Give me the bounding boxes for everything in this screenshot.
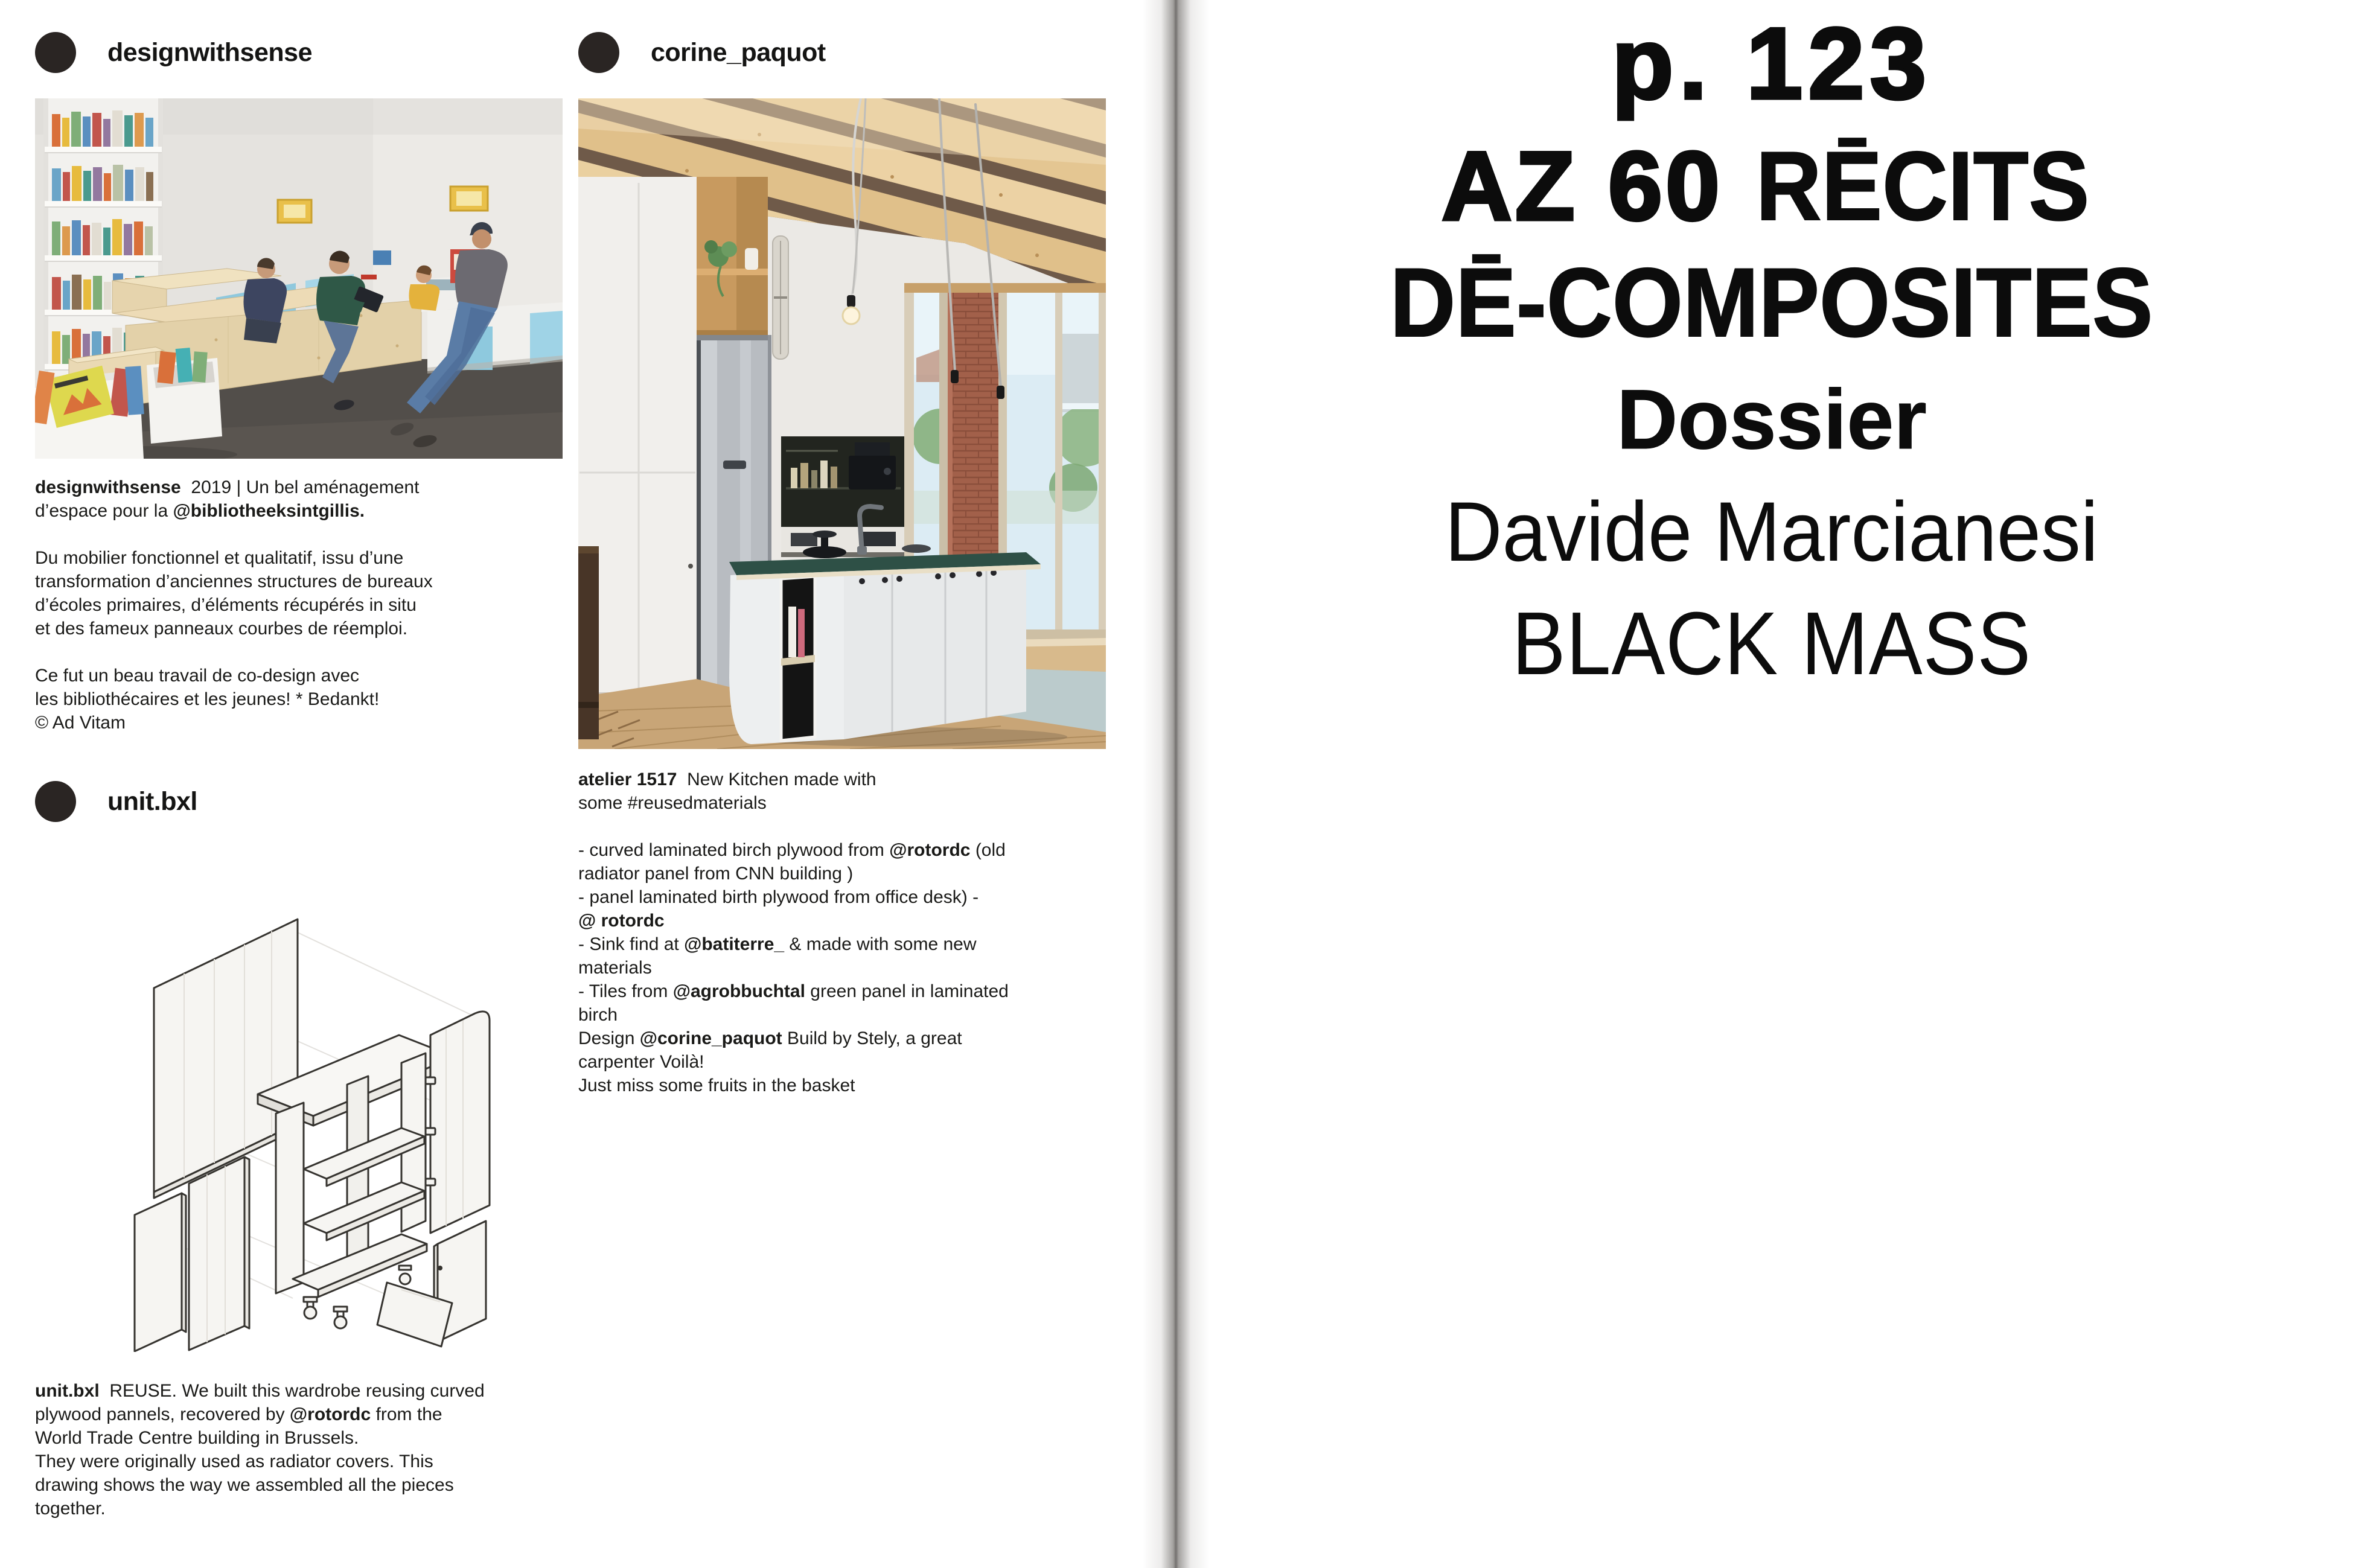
caption-line: together. [35, 1499, 106, 1519]
caption-line: They were originally used as radiator covers. This [35, 1452, 433, 1471]
post-header [35, 32, 563, 73]
caption-line [578, 815, 1106, 838]
sideboard [578, 546, 599, 739]
title-line-page-number [1204, 7, 2339, 144]
drawing-wrap [63, 860, 563, 1352]
title-line-black-mass [1204, 594, 2339, 715]
photo-kitchen [578, 98, 1106, 749]
title-line-dossier [1204, 372, 2339, 489]
caption-line: - Sink find at @batiterre_ & made with some new [578, 934, 977, 954]
caption-line: designwithsense 2019 | Un bel aménagement [35, 477, 420, 497]
caption-line: Design @corine_paquot Build by Stely, a great [578, 1028, 962, 1048]
title-dossier: Dossier [1617, 372, 1927, 467]
post-header [35, 781, 563, 822]
caption-line: radiator panel from CNN building ) [578, 864, 854, 884]
title-line-decomposites [1204, 248, 2339, 377]
post-corine-paquot [578, 32, 1106, 1097]
caption-line: plywood pannels, recovered by @rotordc from the [35, 1404, 442, 1424]
drawing-wardrobe-exploded [63, 860, 534, 1352]
caption-line: unit.bxl REUSE. We built this wardrobe reusing curved [35, 1381, 485, 1401]
post-unit-bxl [35, 781, 563, 1520]
caption-line: - panel laminated birth plywood from office desk) - [578, 887, 979, 907]
caption-line: Ce fut un beau travail de co-design avec [35, 666, 359, 686]
post-username: corine_paquot [651, 37, 826, 67]
caption-designwithsense [35, 476, 563, 735]
caption-line: @ rotordc [578, 911, 665, 931]
caption-line: © Ad Vitam [35, 713, 126, 733]
caption-line [35, 640, 563, 664]
wood-niche [697, 177, 768, 335]
photo-library [35, 98, 563, 459]
backsplash [781, 436, 904, 527]
caption-line: atelier 1517 New Kitchen made with [578, 770, 876, 789]
caption-line: carpenter Voilà! [578, 1052, 704, 1072]
post-header [578, 32, 1106, 73]
caption-line: materials [578, 958, 652, 978]
title-recits: RĒCITS [1755, 132, 2090, 241]
page-fold-gutter [1142, 0, 1210, 1568]
caption-line: et des fameux panneaux courbes de réemploi. [35, 619, 408, 639]
caption-unit-bxl [35, 1379, 563, 1520]
caption-corine-paquot [578, 768, 1106, 1097]
wall-lamp [773, 236, 788, 359]
title-az60: AZ 60 [1441, 132, 1723, 241]
post-username: designwithsense [107, 37, 312, 67]
caption-line [35, 523, 563, 546]
post-username: unit.bxl [107, 786, 197, 816]
caption-line: les bibliothécaires et les jeunes! * Bedankt! [35, 689, 380, 709]
avatar-circle [35, 781, 76, 822]
caption-line: d’écoles primaires, d’éléments récupérés in situ [35, 595, 417, 615]
caption-line: d’espace pour la @bibliotheeksintgillis. [35, 501, 365, 521]
title-black-mass: BLACK MASS [1512, 594, 2032, 693]
avatar-circle [35, 32, 76, 73]
caption-line: Du mobilier fonctionnel et qualitatif, issu d’une [35, 548, 404, 568]
caption-line: - Tiles from @agrobbuchtal green panel in laminated [578, 981, 1009, 1001]
title-block [1204, 7, 2339, 715]
title-decomposites: DĒ-COMPOSITES [1390, 248, 2153, 357]
title-page-number: p. 123 [1611, 7, 1932, 120]
caption-line: birch [578, 1005, 618, 1025]
caption-line: drawing shows the way we assembled all the pieces [35, 1475, 454, 1495]
caption-line: some #reusedmaterials [578, 793, 767, 813]
caption-line: - curved laminated birch plywood from @rotordc (old [578, 840, 1006, 860]
title-author: Davide Marcianesi [1445, 484, 2099, 579]
photo-kitchen-wrap [578, 98, 1106, 749]
avatar-circle [578, 32, 619, 73]
title-line-author [1204, 484, 2339, 601]
photo-library-wrap [35, 98, 563, 459]
post-designwithsense [35, 32, 563, 735]
caption-line: World Trade Centre building in Brussels. [35, 1428, 359, 1448]
caption-line: Just miss some fruits in the basket [578, 1076, 855, 1095]
caption-line: transformation d’anciennes structures de bureaux [35, 572, 433, 591]
title-line-az60-recits [1204, 132, 2339, 260]
